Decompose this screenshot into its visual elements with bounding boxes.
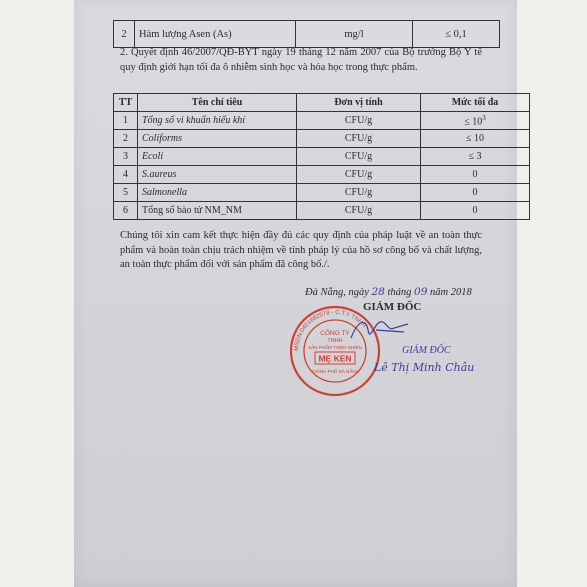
table-row xyxy=(114,112,530,130)
cell-tt: 6 xyxy=(114,202,138,220)
cell-unit: CFU/g xyxy=(297,166,421,184)
header-tt: TT xyxy=(114,94,138,112)
table-header-row xyxy=(114,94,530,112)
paragraph-decision: 2. Quyết định 46/2007/QĐ-BYT ngày 19 tháng 12 năm 2007 của Bộ trưởng Bộ Y tế quy định giới hạn tối đa ô nhiễm sinh học và hóa học trong thực phẩm. xyxy=(120,47,482,73)
date-year: năm 2018 xyxy=(430,287,472,298)
cell-max: ≤ 10 xyxy=(421,130,530,148)
cell-name: Salmonella xyxy=(138,184,297,202)
date-place: Đà Nẵng, ngày xyxy=(305,287,369,298)
cell-unit: CFU/g xyxy=(297,202,421,220)
cell-max: 0 xyxy=(421,166,530,184)
seal-brand: MẸ KEN xyxy=(318,353,352,364)
paragraph-commitment: Chúng tôi xin cam kết thực hiện đầy đủ các quy định của pháp luật về an toàn thực phẩm và hoàn toàn chịu trách nhiệm về tính pháp lý của hồ sơ công bố và chất lượng, an toàn thực phẩm đối với sản phẩm đã công bố./. xyxy=(120,230,482,270)
background-left xyxy=(0,0,76,587)
seal-company-type: CÔNG TY xyxy=(320,330,350,337)
cell-unit: CFU/g xyxy=(297,130,421,148)
cell-name: Hàm lượng Asen (As) xyxy=(135,21,296,48)
cell-max: ≤ 0,1 xyxy=(413,21,500,48)
cell-unit: CFU/g xyxy=(297,184,421,202)
header-name: Tên chỉ tiêu xyxy=(138,94,297,112)
table-microbiological xyxy=(113,93,530,220)
seal-signer-title: GIÁM ĐỐC xyxy=(402,345,451,356)
signer-title: GIÁM ĐỐC xyxy=(363,301,422,313)
cell-unit: mg/l xyxy=(296,21,413,48)
cell-tt: 3 xyxy=(114,148,138,166)
table-heavy-metals xyxy=(113,20,500,48)
max-exponent: 3 xyxy=(482,113,486,122)
cell-name: Coliforms xyxy=(138,130,297,148)
cell-name: Tổng số bào tử NM_NM xyxy=(138,202,297,220)
header-unit: Đơn vị tính xyxy=(297,94,421,112)
table-row xyxy=(114,130,530,148)
signer-name: Lê Thị Minh Châu xyxy=(374,361,475,374)
cell-tt: 2 xyxy=(114,21,135,48)
seal-ring-text: MSDN:0401682579 - C.T.Y TNHH xyxy=(293,309,367,352)
cell-max xyxy=(421,112,530,130)
cell-max: 0 xyxy=(421,184,530,202)
date-month-label: tháng xyxy=(387,287,412,298)
table-row xyxy=(114,148,530,166)
cell-name: S.aureus xyxy=(138,166,297,184)
cell-unit: CFU/g xyxy=(297,112,421,130)
seal-tnhh: TNHH xyxy=(327,338,343,344)
table-row xyxy=(114,21,500,48)
cell-max: 0 xyxy=(421,202,530,220)
table-row xyxy=(114,202,530,220)
cell-tt: 4 xyxy=(114,166,138,184)
cell-max: ≤ 3 xyxy=(421,148,530,166)
cell-unit: CFU/g xyxy=(297,148,421,166)
table-row xyxy=(114,184,530,202)
max-base: ≤ 10 xyxy=(464,116,483,128)
date-line xyxy=(305,286,472,298)
handwritten-signature xyxy=(346,310,416,350)
cell-name: Tổng số vi khuẩn hiếu khí xyxy=(138,112,297,130)
seal-city: THÀNH PHỐ ĐÀ NẴNG xyxy=(310,369,360,374)
date-day: 28 xyxy=(371,286,385,298)
cell-tt: 1 xyxy=(114,112,138,130)
table-row xyxy=(114,166,530,184)
cell-tt: 5 xyxy=(114,184,138,202)
date-month: 09 xyxy=(414,286,428,298)
seal-line1: SẢN PHẨM THIÊN NHIÊN xyxy=(308,345,362,350)
cell-tt: 2 xyxy=(114,130,138,148)
header-max: Mức tối đa xyxy=(421,94,530,112)
background-right xyxy=(514,0,587,587)
cell-name: Ecoli xyxy=(138,148,297,166)
